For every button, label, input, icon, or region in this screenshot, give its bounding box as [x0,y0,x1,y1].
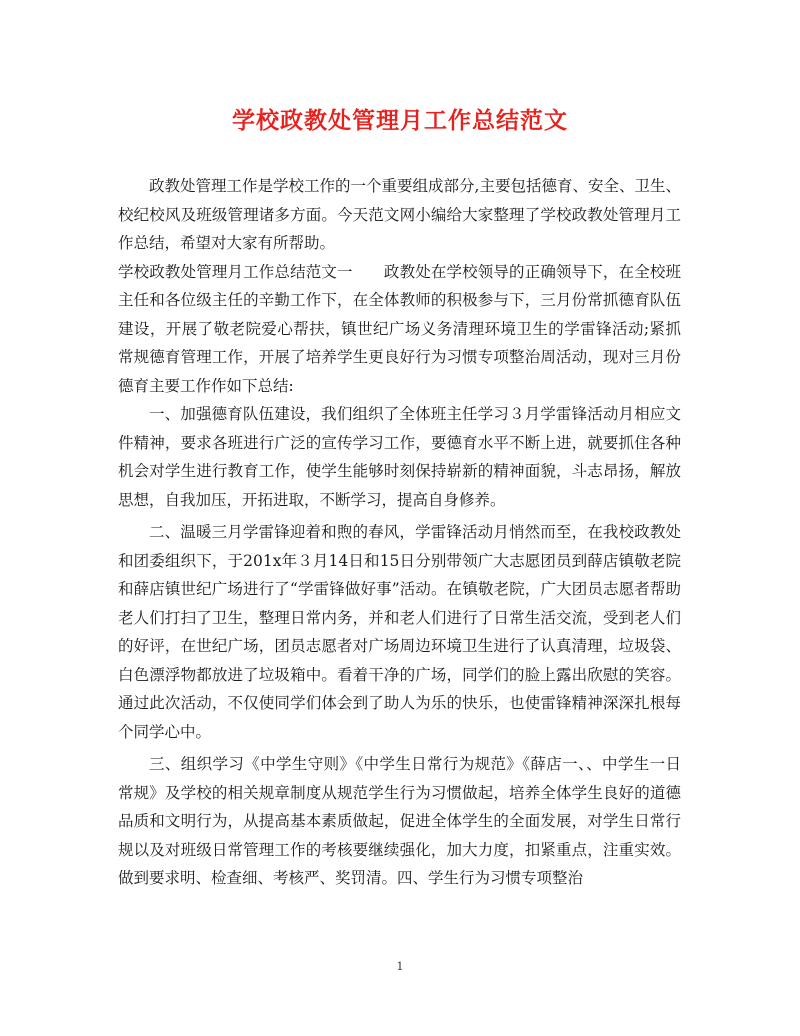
document-body [118,172,681,893]
paragraph-summary-one: 学校政教处管理月工作总结范文一 政教处在学校领导的正确领导下，在全校班主任和各位级主任的辛勤工作下，在全体教师的积极参与下，三月份常抓德育队伍建设，开展了敬老院爱心帮扶，镇世纪广场义务清理环境卫生的学雷锋活动;紧抓常规德育管理工作，开展了培养学生更良好行为习惯专项整治周活动，现对三月份德育主要工作作如下总结: [118,262,681,395]
paragraph-section-three: 三、组织学习《中学生守则》《中学生日常行为规范》《薛店一、、中学生一日常规》及学校的相关规章制度从规范学生行为习惯做起，培养全体学生良好的道德品质和文明行为，从提高基本素质做起，促进全体学生的全面发展，对学生日常行规以及对班级日常管理工作的考核要继续强化，加大力度，扣紧重点，注重实效。做到要求明、检查细、考核严、奖罚清。四、学生行为习惯专项整治 [118,755,681,887]
paragraph-intro: 政教处管理工作是学校工作的一个重要组成部分,主要包括德育、安全、卫生、校纪校风及班级管理诸多方面。今天范文网小编给大家整理了学校政教处管理月工作总结，希望对大家有所帮助。 [118,177,681,252]
paragraph-section-two: 二、温暖三月学雷锋迎着和煦的春风，学雷锋活动月悄然而至，在我校政教处和团委组织下，于201x年３月14日和15日分别带领广大志愿团员到薛店镇敬老院和薛店镇世纪广场进行了“学雷锋做好事”活动。在镇敬老院，广大团员志愿者帮助老人们打扫了卫生，整理日常内务，并和老人们进行了日常生活交流，受到老人们的好评，在世纪广场，团员志愿者对广场周边环境卫生进行了认真清理，垃圾袋、白色漂浮物都放进了垃圾箱中。看着干净的广场，同学们的脸上露出欣慰的笑容。通过此次活动，不仅使同学们体会到了助人为乐的快乐，也使雷锋精神深深扎根每个同学心中。 [118,523,681,741]
paragraph-section-one: 一、加强德育队伍建设，我们组织了全体班主任学习３月学雷锋活动月相应文件精神，要求各班进行广泛的宣传学习工作，要德育水平不断上进，就要抓住各种机会对学生进行教育工作，使学生能够时刻保持崭新的精神面貌，斗志昂扬，解放思想，自我加压，开拓进取，不断学习，提高自身修养。 [118,405,681,509]
page-number: 1 [396,960,404,973]
document-title: 学校政教处管理月工作总结范文 [232,107,568,134]
